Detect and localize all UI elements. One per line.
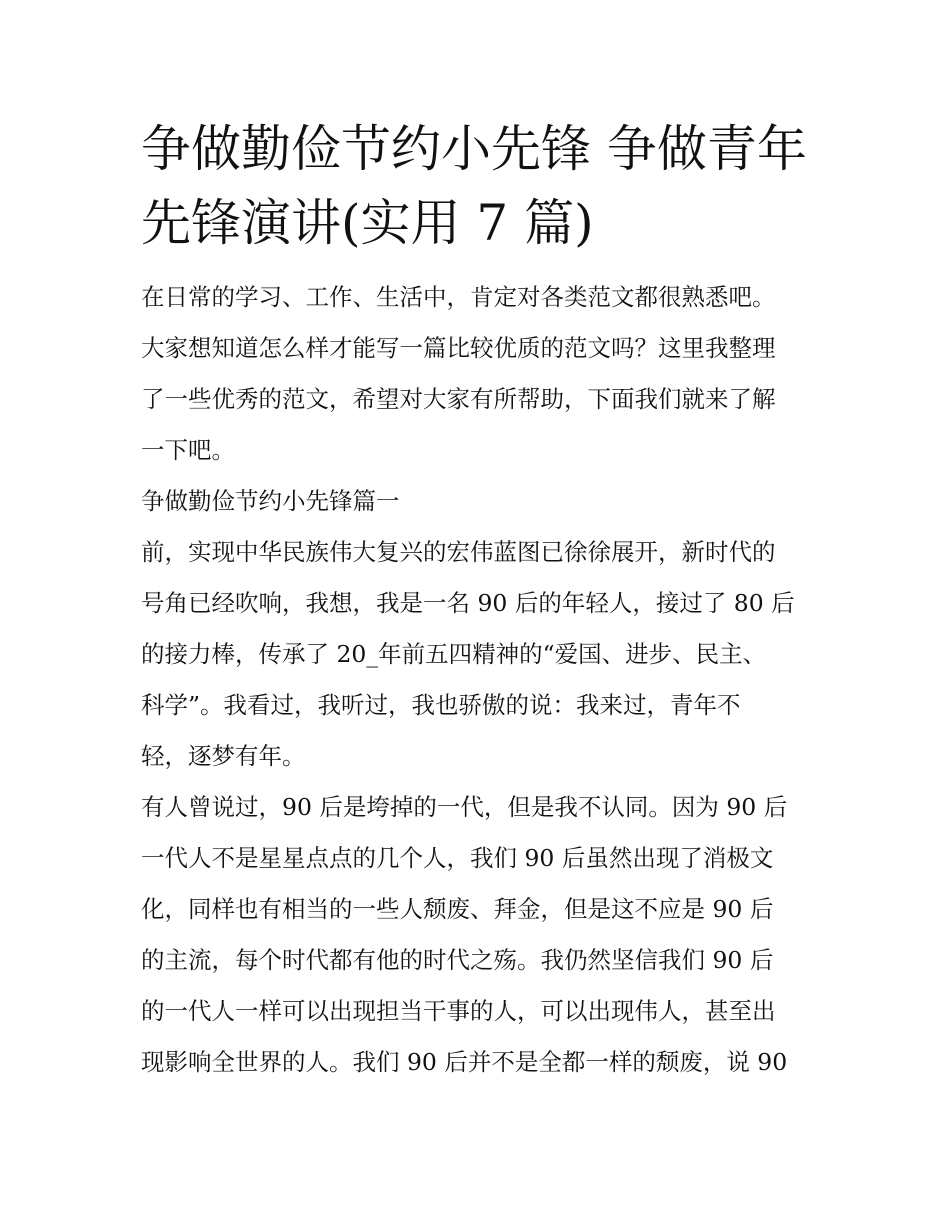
paragraph-2-line-5: 的一代人一样可以出现担当干事的人，可以出现伟人，甚至出 xyxy=(141,997,776,1025)
intro-line-4: 一下吧。 xyxy=(141,436,235,464)
title-line-2: 先锋演讲(实用 7 篇) xyxy=(141,194,594,252)
paragraph-1-line-5: 轻，逐梦有年。 xyxy=(141,742,306,770)
paragraph-2-line-3: 化，同样也有相当的一些人颓废、拜金，但是这不应是 90 后 xyxy=(141,895,774,923)
paragraph-2-line-2: 一代人不是星星点点的几个人，我们 90 后虽然出现了消极文 xyxy=(141,844,774,872)
document-body xyxy=(141,272,813,1088)
document-title xyxy=(141,112,813,260)
paragraph-1-line-1: 前，实现中华民族伟大复兴的宏伟蓝图已徐徐展开，新时代的 xyxy=(141,538,776,566)
paragraph-2-line-1: 有人曾说过，90 后是垮掉的一代，但是我不认同。因为 90 后 xyxy=(141,793,788,821)
paragraph-2-line-4: 的主流，每个时代都有他的时代之殇。我仍然坚信我们 90 后 xyxy=(141,946,774,974)
intro-line-1: 在日常的学习、工作、生活中，肯定对各类范文都很熟悉吧。 xyxy=(141,283,776,311)
document-page xyxy=(141,112,813,1088)
paragraph-2-line-6: 现影响全世界的人。我们 90 后并不是全都一样的颓废，说 90 xyxy=(141,1048,788,1076)
intro-line-3: 了一些优秀的范文，希望对大家有所帮助，下面我们就来了解 xyxy=(141,385,776,413)
title-line-1: 争做勤俭节约小先锋 争做青年 xyxy=(141,120,807,178)
intro-line-2: 大家想知道怎么样才能写一篇比较优质的范文吗？这里我整理 xyxy=(141,334,776,362)
paragraph-1-line-4: 科学”。我看过，我听过，我也骄傲的说：我来过，青年不 xyxy=(141,691,741,719)
section-heading: 争做勤俭节约小先锋篇一 xyxy=(141,487,400,515)
paragraph-1-line-2: 号角已经吹响，我想，我是一名 90 后的年轻人，接过了 80 后 xyxy=(141,589,795,617)
paragraph-1-line-3: 的接力棒，传承了 20_年前五四精神的“爱国、进步、民主、 xyxy=(141,640,767,668)
